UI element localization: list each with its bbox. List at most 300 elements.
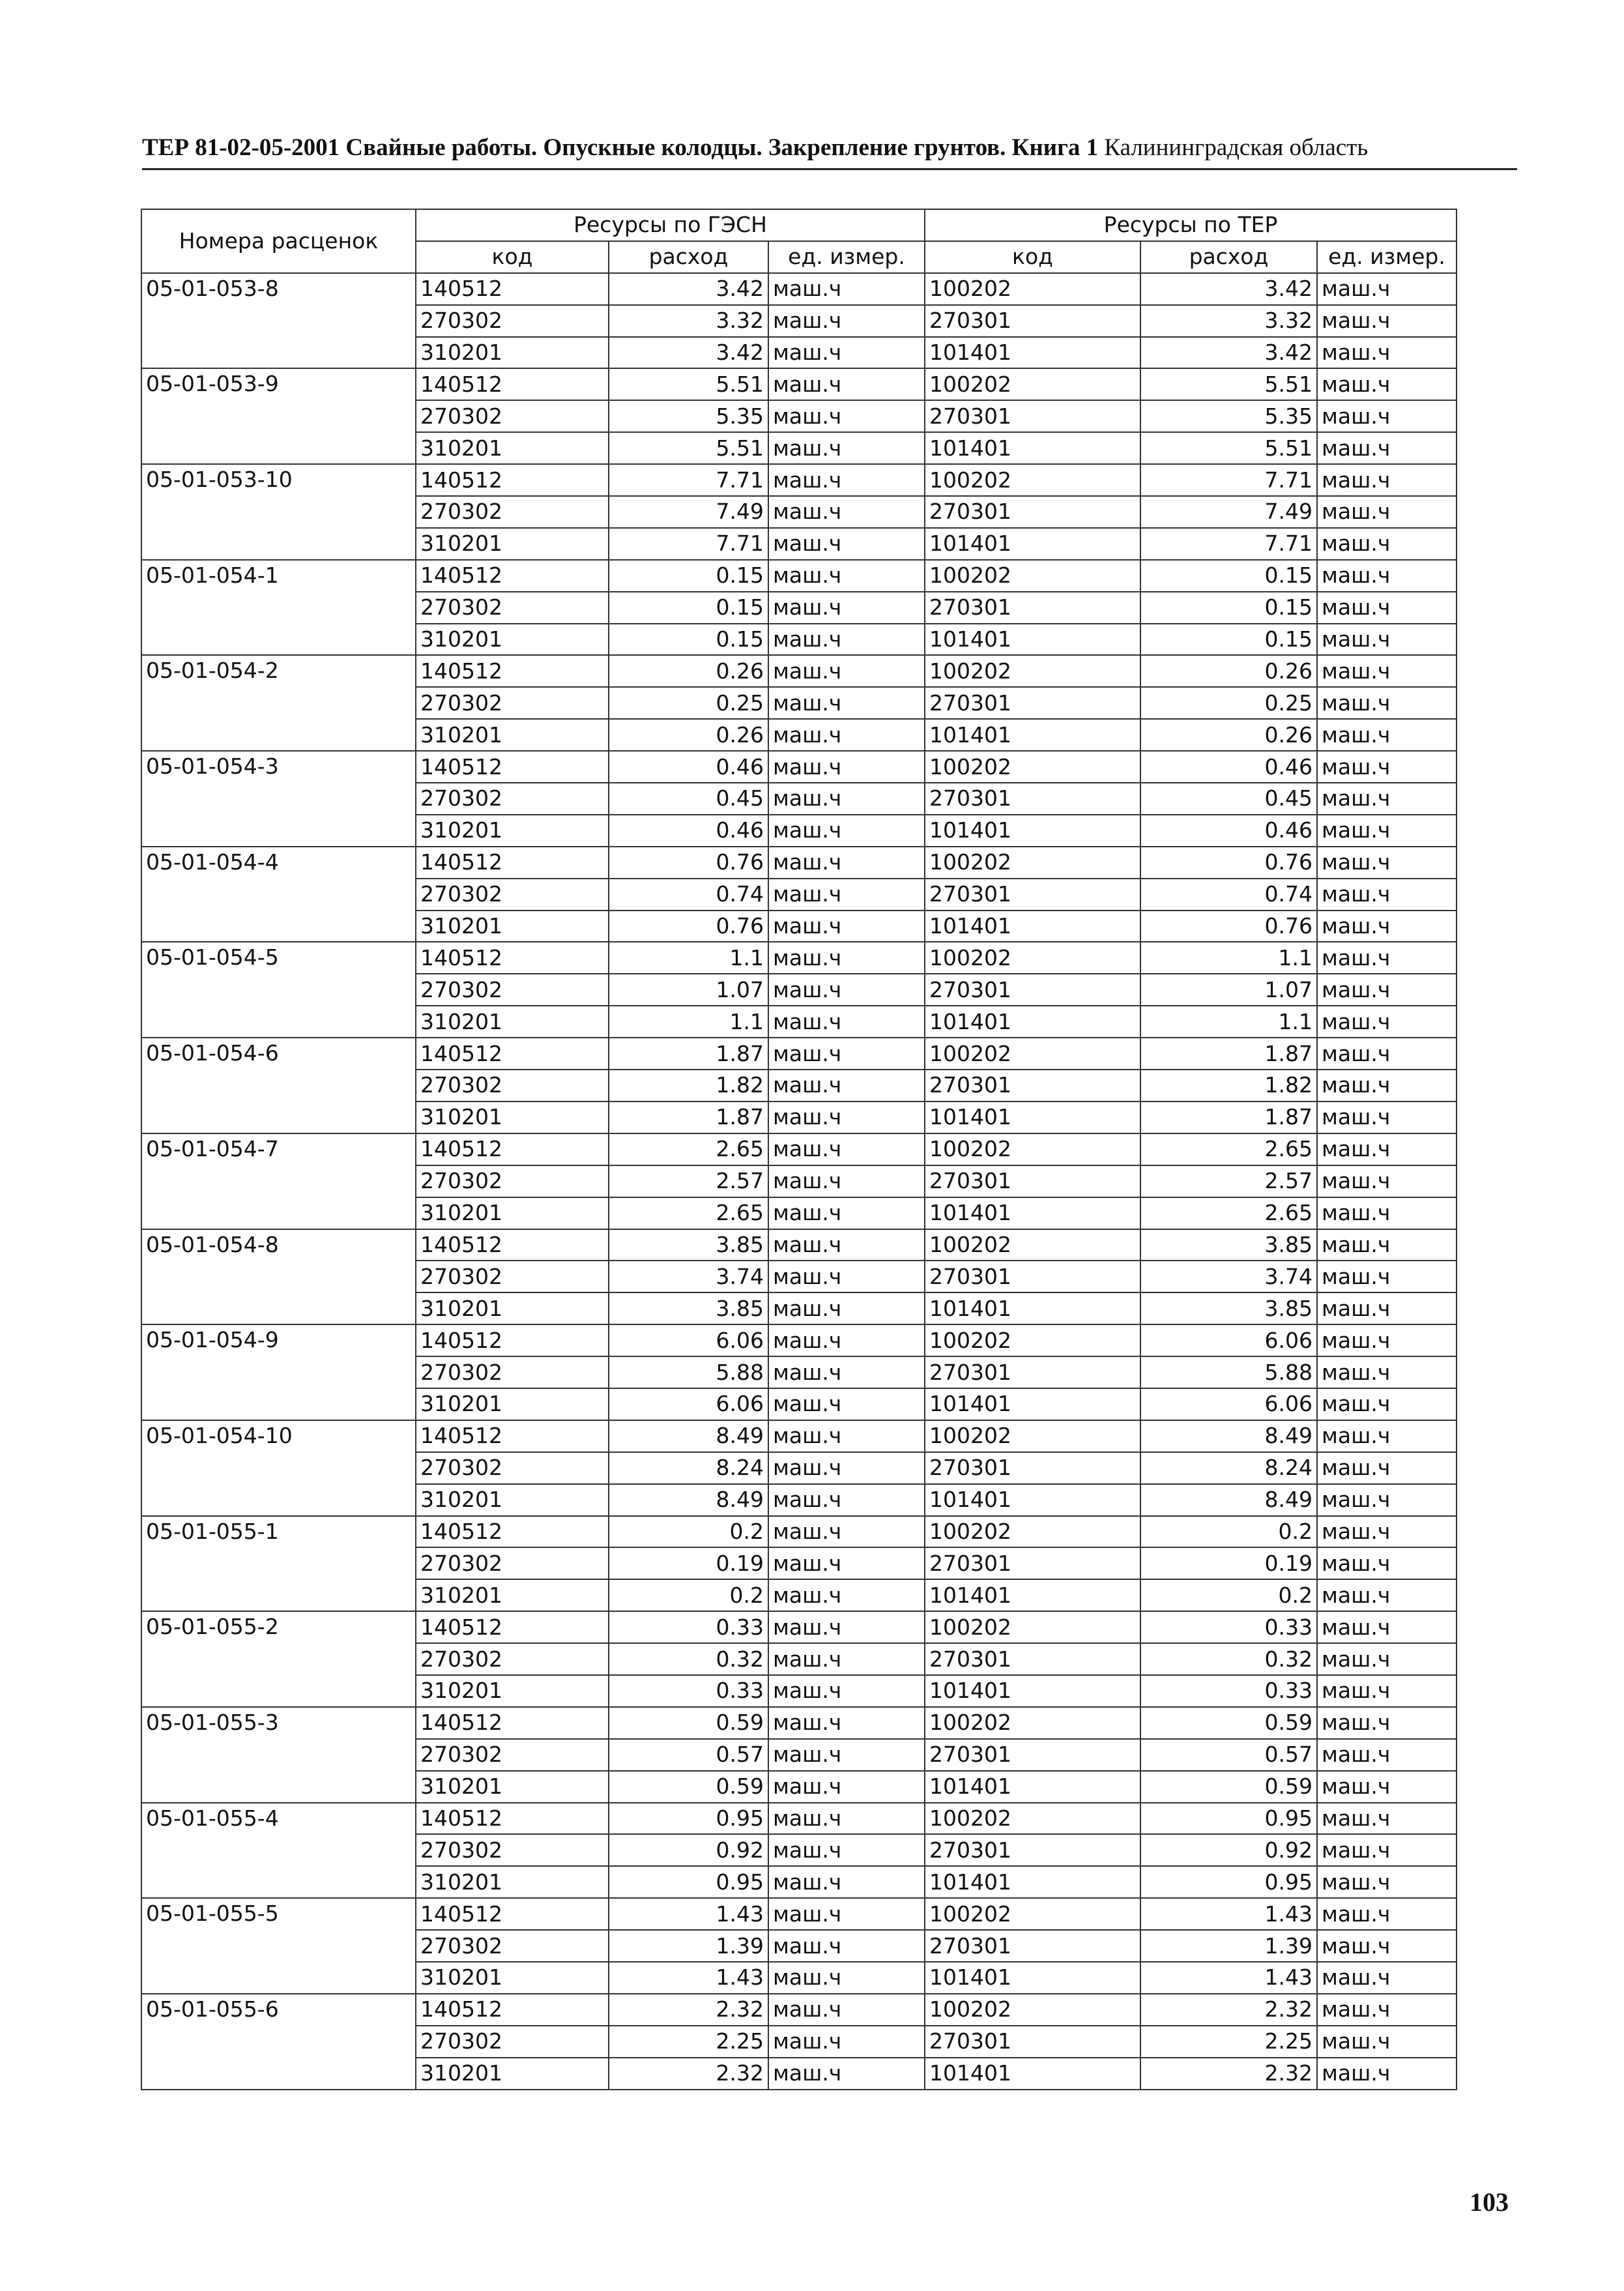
table-row (141, 1611, 1457, 1643)
gesn-unit-cell: маш.ч (768, 1484, 925, 1516)
ter-consumption-cell: 5.51 (1140, 432, 1317, 464)
gesn-consumption-cell: 0.74 (609, 879, 768, 911)
ter-consumption-cell: 0.2 (1140, 1516, 1317, 1548)
gesn-unit-cell: маш.ч (768, 273, 925, 305)
ter-unit-cell: маш.ч (1317, 1994, 1457, 2026)
gesn-unit-cell: маш.ч (768, 1898, 925, 1930)
ter-code-cell: 100202 (925, 464, 1140, 496)
ter-consumption-cell: 1.1 (1140, 942, 1317, 974)
gesn-consumption-cell: 6.06 (609, 1324, 768, 1356)
ter-unit-cell: маш.ч (1317, 1611, 1457, 1643)
header-title: ТЕР 81-02-05-2001 Свайные работы. Опускные колодцы. Закрепление грунтов. Книга 1 (142, 134, 1099, 161)
ter-code-cell: 101401 (925, 911, 1140, 942)
header-ter-code: код (925, 241, 1140, 273)
ter-unit-cell: маш.ч (1317, 1930, 1457, 1962)
gesn-consumption-cell: 7.71 (609, 464, 768, 496)
ter-consumption-cell: 0.59 (1140, 1771, 1317, 1803)
gesn-consumption-cell: 3.85 (609, 1229, 768, 1261)
gesn-code-cell: 270302 (416, 400, 609, 432)
ter-code-cell: 100202 (925, 1516, 1140, 1548)
ter-unit-cell: маш.ч (1317, 1292, 1457, 1324)
gesn-consumption-cell: 0.76 (609, 911, 768, 942)
ter-code-cell: 101401 (925, 337, 1140, 369)
gesn-consumption-cell: 1.43 (609, 1962, 768, 1994)
ter-code-cell: 101401 (925, 1292, 1140, 1324)
gesn-unit-cell: маш.ч (768, 368, 925, 400)
rate-number-cell: 05-01-053-10 (141, 464, 416, 560)
ter-unit-cell: маш.ч (1317, 2026, 1457, 2058)
ter-code-cell: 101401 (925, 1484, 1140, 1516)
gesn-unit-cell: маш.ч (768, 400, 925, 432)
gesn-unit-cell: маш.ч (768, 1102, 925, 1133)
rate-number-cell: 05-01-055-5 (141, 1898, 416, 1994)
ter-code-cell: 100202 (925, 1898, 1140, 1930)
gesn-consumption-cell: 1.39 (609, 1930, 768, 1962)
gesn-unit-cell: маш.ч (768, 1452, 925, 1484)
ter-consumption-cell: 0.95 (1140, 1866, 1317, 1898)
ter-unit-cell: маш.ч (1317, 719, 1457, 751)
rate-number-cell: 05-01-054-10 (141, 1420, 416, 1516)
ter-consumption-cell: 5.88 (1140, 1356, 1317, 1388)
gesn-consumption-cell: 1.82 (609, 1070, 768, 1102)
gesn-consumption-cell: 0.32 (609, 1643, 768, 1675)
gesn-unit-cell: маш.ч (768, 496, 925, 528)
ter-code-cell: 100202 (925, 1994, 1140, 2026)
gesn-code-cell: 270302 (416, 592, 609, 624)
ter-unit-cell: маш.ч (1317, 1739, 1457, 1771)
ter-code-cell: 101401 (925, 528, 1140, 560)
gesn-unit-cell: маш.ч (768, 1547, 925, 1579)
ter-unit-cell: маш.ч (1317, 1133, 1457, 1165)
gesn-consumption-cell: 0.57 (609, 1739, 768, 1771)
gesn-consumption-cell: 5.88 (609, 1356, 768, 1388)
rate-number-cell: 05-01-055-1 (141, 1516, 416, 1612)
ter-code-cell: 101401 (925, 1197, 1140, 1229)
gesn-unit-cell: маш.ч (768, 1197, 925, 1229)
ter-consumption-cell: 6.06 (1140, 1388, 1317, 1420)
gesn-code-cell: 310201 (416, 337, 609, 369)
gesn-consumption-cell: 0.2 (609, 1579, 768, 1611)
gesn-consumption-cell: 0.46 (609, 815, 768, 847)
ter-consumption-cell: 1.1 (1140, 1006, 1317, 1038)
ter-code-cell: 100202 (925, 1611, 1140, 1643)
ter-code-cell: 101401 (925, 2058, 1140, 2090)
rate-number-cell: 05-01-053-9 (141, 368, 416, 464)
ter-unit-cell: маш.ч (1317, 1579, 1457, 1611)
ter-code-cell: 270301 (925, 592, 1140, 624)
gesn-code-cell: 140512 (416, 1324, 609, 1356)
gesn-consumption-cell: 0.45 (609, 783, 768, 815)
gesn-consumption-cell: 0.92 (609, 1834, 768, 1866)
table-row (141, 273, 1457, 305)
ter-unit-cell: маш.ч (1317, 687, 1457, 719)
ter-unit-cell: маш.ч (1317, 305, 1457, 337)
gesn-unit-cell: маш.ч (768, 1707, 925, 1739)
ter-unit-cell: маш.ч (1317, 1261, 1457, 1292)
table-row (141, 1420, 1457, 1452)
gesn-consumption-cell: 7.71 (609, 528, 768, 560)
table-row (141, 1516, 1457, 1548)
gesn-unit-cell: маш.ч (768, 1006, 925, 1038)
ter-code-cell: 101401 (925, 815, 1140, 847)
ter-unit-cell: маш.ч (1317, 1484, 1457, 1516)
ter-code-cell: 100202 (925, 273, 1140, 305)
ter-consumption-cell: 3.42 (1140, 273, 1317, 305)
table-row (141, 1898, 1457, 1930)
ter-consumption-cell: 5.51 (1140, 368, 1317, 400)
gesn-unit-cell: маш.ч (768, 1420, 925, 1452)
gesn-code-cell: 310201 (416, 1006, 609, 1038)
ter-consumption-cell: 0.76 (1140, 911, 1317, 942)
ter-code-cell: 101401 (925, 1866, 1140, 1898)
header-rate-numbers: Номера расценок (141, 209, 416, 273)
gesn-unit-cell: маш.ч (768, 1516, 925, 1548)
ter-unit-cell: маш.ч (1317, 1356, 1457, 1388)
ter-unit-cell: маш.ч (1317, 1102, 1457, 1133)
ter-unit-cell: маш.ч (1317, 815, 1457, 847)
ter-code-cell: 100202 (925, 655, 1140, 687)
ter-consumption-cell: 8.49 (1140, 1484, 1317, 1516)
header-ter-consumption: расход (1140, 241, 1317, 273)
gesn-code-cell: 310201 (416, 1388, 609, 1420)
ter-code-cell: 100202 (925, 1803, 1140, 1835)
ter-consumption-cell: 8.24 (1140, 1452, 1317, 1484)
ter-code-cell: 100202 (925, 847, 1140, 879)
gesn-code-cell: 140512 (416, 942, 609, 974)
gesn-code-cell: 270302 (416, 974, 609, 1006)
ter-code-cell: 270301 (925, 1834, 1140, 1866)
ter-unit-cell: маш.ч (1317, 847, 1457, 879)
ter-code-cell: 101401 (925, 1388, 1140, 1420)
gesn-code-cell: 140512 (416, 273, 609, 305)
gesn-consumption-cell: 1.1 (609, 942, 768, 974)
ter-unit-cell: маш.ч (1317, 1388, 1457, 1420)
resources-table (141, 209, 1457, 2090)
gesn-consumption-cell: 2.57 (609, 1165, 768, 1197)
rate-number-cell: 05-01-055-4 (141, 1803, 416, 1899)
gesn-code-cell: 310201 (416, 1102, 609, 1133)
ter-consumption-cell: 3.32 (1140, 305, 1317, 337)
ter-consumption-cell: 1.43 (1140, 1898, 1317, 1930)
gesn-unit-cell: маш.ч (768, 1133, 925, 1165)
ter-consumption-cell: 0.46 (1140, 751, 1317, 783)
page-number: 103 (1470, 2187, 1509, 2217)
gesn-consumption-cell: 0.46 (609, 751, 768, 783)
ter-consumption-cell: 7.71 (1140, 464, 1317, 496)
gesn-consumption-cell: 7.49 (609, 496, 768, 528)
gesn-consumption-cell: 0.59 (609, 1707, 768, 1739)
gesn-unit-cell: маш.ч (768, 2058, 925, 2090)
rate-number-cell: 05-01-055-3 (141, 1707, 416, 1803)
gesn-unit-cell: маш.ч (768, 1962, 925, 1994)
gesn-code-cell: 270302 (416, 1547, 609, 1579)
ter-code-cell: 270301 (925, 1070, 1140, 1102)
gesn-unit-cell: маш.ч (768, 847, 925, 879)
gesn-code-cell: 270302 (416, 1261, 609, 1292)
ter-unit-cell: маш.ч (1317, 1962, 1457, 1994)
gesn-unit-cell: маш.ч (768, 1611, 925, 1643)
header-row-top (141, 209, 1457, 241)
ter-unit-cell: маш.ч (1317, 1229, 1457, 1261)
gesn-consumption-cell: 1.07 (609, 974, 768, 1006)
gesn-unit-cell: маш.ч (768, 911, 925, 942)
gesn-unit-cell: маш.ч (768, 687, 925, 719)
gesn-code-cell: 270302 (416, 2026, 609, 2058)
ter-consumption-cell: 3.74 (1140, 1261, 1317, 1292)
header-ter-resources: Ресурсы по ТЕР (925, 209, 1457, 241)
gesn-code-cell: 310201 (416, 1675, 609, 1707)
table-row (141, 942, 1457, 974)
gesn-unit-cell: маш.ч (768, 1388, 925, 1420)
ter-unit-cell: маш.ч (1317, 273, 1457, 305)
ter-consumption-cell: 0.15 (1140, 560, 1317, 592)
ter-consumption-cell: 0.33 (1140, 1675, 1317, 1707)
gesn-unit-cell: маш.ч (768, 592, 925, 624)
rate-number-cell: 05-01-054-5 (141, 942, 416, 1038)
ter-consumption-cell: 1.43 (1140, 1962, 1317, 1994)
ter-unit-cell: маш.ч (1317, 560, 1457, 592)
table-row (141, 560, 1457, 592)
ter-consumption-cell: 0.95 (1140, 1803, 1317, 1835)
ter-code-cell: 270301 (925, 400, 1140, 432)
gesn-unit-cell: маш.ч (768, 528, 925, 560)
gesn-unit-cell: маш.ч (768, 464, 925, 496)
table-row (141, 655, 1457, 687)
gesn-code-cell: 270302 (416, 879, 609, 911)
gesn-code-cell: 270302 (416, 687, 609, 719)
gesn-code-cell: 270302 (416, 1643, 609, 1675)
table-header (141, 209, 1457, 273)
ter-consumption-cell: 5.35 (1140, 400, 1317, 432)
header-gesn-unit: ед. измер. (768, 241, 925, 273)
gesn-consumption-cell: 5.51 (609, 368, 768, 400)
gesn-code-cell: 140512 (416, 847, 609, 879)
gesn-consumption-cell: 0.15 (609, 592, 768, 624)
gesn-unit-cell: маш.ч (768, 1261, 925, 1292)
ter-consumption-cell: 0.57 (1140, 1739, 1317, 1771)
gesn-unit-cell: маш.ч (768, 624, 925, 656)
ter-consumption-cell: 2.65 (1140, 1197, 1317, 1229)
ter-unit-cell: маш.ч (1317, 432, 1457, 464)
ter-code-cell: 270301 (925, 1547, 1140, 1579)
gesn-code-cell: 270302 (416, 1165, 609, 1197)
table-row (141, 368, 1457, 400)
gesn-unit-cell: маш.ч (768, 432, 925, 464)
ter-consumption-cell: 1.82 (1140, 1070, 1317, 1102)
gesn-consumption-cell: 0.26 (609, 655, 768, 687)
rate-number-cell: 05-01-054-7 (141, 1133, 416, 1229)
ter-consumption-cell: 3.42 (1140, 337, 1317, 369)
ter-unit-cell: маш.ч (1317, 655, 1457, 687)
ter-unit-cell: маш.ч (1317, 368, 1457, 400)
ter-consumption-cell: 0.45 (1140, 783, 1317, 815)
gesn-unit-cell: маш.ч (768, 719, 925, 751)
gesn-code-cell: 270302 (416, 1834, 609, 1866)
ter-code-cell: 270301 (925, 687, 1140, 719)
gesn-unit-cell: маш.ч (768, 305, 925, 337)
ter-unit-cell: маш.ч (1317, 1803, 1457, 1835)
ter-consumption-cell: 0.15 (1140, 592, 1317, 624)
gesn-code-cell: 310201 (416, 1484, 609, 1516)
ter-unit-cell: маш.ч (1317, 2058, 1457, 2090)
gesn-unit-cell: маш.ч (768, 1675, 925, 1707)
gesn-consumption-cell: 5.35 (609, 400, 768, 432)
ter-code-cell: 101401 (925, 432, 1140, 464)
gesn-code-cell: 140512 (416, 464, 609, 496)
ter-code-cell: 100202 (925, 751, 1140, 783)
ter-code-cell: 270301 (925, 1930, 1140, 1962)
ter-consumption-cell: 0.25 (1140, 687, 1317, 719)
ter-unit-cell: маш.ч (1317, 879, 1457, 911)
rate-number-cell: 05-01-055-2 (141, 1611, 416, 1707)
ter-unit-cell: маш.ч (1317, 337, 1457, 369)
gesn-unit-cell: маш.ч (768, 1771, 925, 1803)
ter-consumption-cell: 2.65 (1140, 1133, 1317, 1165)
gesn-code-cell: 140512 (416, 368, 609, 400)
ter-unit-cell: маш.ч (1317, 974, 1457, 1006)
ter-consumption-cell: 2.32 (1140, 1994, 1317, 2026)
ter-code-cell: 101401 (925, 1102, 1140, 1133)
gesn-consumption-cell: 3.74 (609, 1261, 768, 1292)
gesn-consumption-cell: 8.49 (609, 1484, 768, 1516)
ter-consumption-cell: 0.92 (1140, 1834, 1317, 1866)
gesn-consumption-cell: 6.06 (609, 1388, 768, 1420)
ter-consumption-cell: 0.59 (1140, 1707, 1317, 1739)
gesn-unit-cell: маш.ч (768, 1324, 925, 1356)
gesn-consumption-cell: 0.19 (609, 1547, 768, 1579)
rate-number-cell: 05-01-054-9 (141, 1324, 416, 1420)
ter-unit-cell: маш.ч (1317, 1547, 1457, 1579)
gesn-consumption-cell: 3.32 (609, 305, 768, 337)
ter-code-cell: 270301 (925, 496, 1140, 528)
gesn-unit-cell: маш.ч (768, 942, 925, 974)
ter-unit-cell: маш.ч (1317, 1516, 1457, 1548)
gesn-consumption-cell: 0.95 (609, 1803, 768, 1835)
table-row (141, 464, 1457, 496)
table-row (141, 1707, 1457, 1739)
table-row (141, 1038, 1457, 1070)
document-header (142, 128, 1517, 170)
gesn-code-cell: 310201 (416, 719, 609, 751)
header-gesn-code: код (416, 241, 609, 273)
table-row (141, 1133, 1457, 1165)
gesn-consumption-cell: 0.95 (609, 1866, 768, 1898)
ter-consumption-cell: 0.32 (1140, 1643, 1317, 1675)
gesn-code-cell: 310201 (416, 1292, 609, 1324)
gesn-unit-cell: маш.ч (768, 1834, 925, 1866)
header-gesn-resources: Ресурсы по ГЭСН (416, 209, 925, 241)
gesn-consumption-cell: 2.65 (609, 1133, 768, 1165)
gesn-consumption-cell: 0.33 (609, 1675, 768, 1707)
gesn-code-cell: 140512 (416, 1229, 609, 1261)
ter-unit-cell: маш.ч (1317, 1643, 1457, 1675)
gesn-code-cell: 140512 (416, 1707, 609, 1739)
ter-unit-cell: маш.ч (1317, 911, 1457, 942)
ter-consumption-cell: 0.46 (1140, 815, 1317, 847)
gesn-consumption-cell: 8.24 (609, 1452, 768, 1484)
gesn-code-cell: 140512 (416, 1133, 609, 1165)
ter-consumption-cell: 0.26 (1140, 719, 1317, 751)
gesn-unit-cell: маш.ч (768, 655, 925, 687)
ter-unit-cell: маш.ч (1317, 1707, 1457, 1739)
gesn-code-cell: 310201 (416, 624, 609, 656)
ter-code-cell: 100202 (925, 942, 1140, 974)
gesn-code-cell: 140512 (416, 751, 609, 783)
ter-unit-cell: маш.ч (1317, 1197, 1457, 1229)
gesn-code-cell: 270302 (416, 1930, 609, 1962)
ter-unit-cell: маш.ч (1317, 1834, 1457, 1866)
ter-consumption-cell: 0.76 (1140, 847, 1317, 879)
ter-unit-cell: маш.ч (1317, 942, 1457, 974)
ter-consumption-cell: 0.15 (1140, 624, 1317, 656)
ter-consumption-cell: 7.49 (1140, 496, 1317, 528)
ter-unit-cell: маш.ч (1317, 1898, 1457, 1930)
ter-code-cell: 101401 (925, 1579, 1140, 1611)
table-row (141, 1803, 1457, 1835)
ter-unit-cell: маш.ч (1317, 1452, 1457, 1484)
gesn-unit-cell: маш.ч (768, 1994, 925, 2026)
gesn-unit-cell: маш.ч (768, 974, 925, 1006)
table-row (141, 847, 1457, 879)
ter-consumption-cell: 8.49 (1140, 1420, 1317, 1452)
gesn-consumption-cell: 2.65 (609, 1197, 768, 1229)
gesn-unit-cell: маш.ч (768, 1070, 925, 1102)
gesn-code-cell: 270302 (416, 1452, 609, 1484)
ter-unit-cell: маш.ч (1317, 1866, 1457, 1898)
ter-unit-cell: маш.ч (1317, 751, 1457, 783)
ter-code-cell: 101401 (925, 1006, 1140, 1038)
ter-unit-cell: маш.ч (1317, 1038, 1457, 1070)
ter-code-cell: 270301 (925, 305, 1140, 337)
ter-code-cell: 270301 (925, 1261, 1140, 1292)
gesn-unit-cell: маш.ч (768, 1866, 925, 1898)
gesn-consumption-cell: 0.15 (609, 560, 768, 592)
gesn-unit-cell: маш.ч (768, 1038, 925, 1070)
gesn-consumption-cell: 0.2 (609, 1516, 768, 1548)
rate-number-cell: 05-01-054-6 (141, 1038, 416, 1133)
ter-unit-cell: маш.ч (1317, 1675, 1457, 1707)
gesn-consumption-cell: 0.26 (609, 719, 768, 751)
ter-consumption-cell: 2.32 (1140, 2058, 1317, 2090)
rate-number-cell: 05-01-055-6 (141, 1994, 416, 2090)
gesn-unit-cell: маш.ч (768, 1356, 925, 1388)
gesn-code-cell: 270302 (416, 783, 609, 815)
gesn-consumption-cell: 1.87 (609, 1038, 768, 1070)
ter-unit-cell: маш.ч (1317, 1165, 1457, 1197)
gesn-code-cell: 310201 (416, 1771, 609, 1803)
gesn-code-cell: 140512 (416, 655, 609, 687)
gesn-unit-cell: маш.ч (768, 783, 925, 815)
ter-consumption-cell: 0.19 (1140, 1547, 1317, 1579)
gesn-consumption-cell: 1.87 (609, 1102, 768, 1133)
rate-number-cell: 05-01-054-3 (141, 751, 416, 847)
ter-code-cell: 100202 (925, 1420, 1140, 1452)
gesn-consumption-cell: 1.1 (609, 1006, 768, 1038)
ter-consumption-cell: 1.87 (1140, 1102, 1317, 1133)
header-region: Калининградская область (1104, 134, 1369, 161)
gesn-code-cell: 310201 (416, 1197, 609, 1229)
ter-unit-cell: маш.ч (1317, 1420, 1457, 1452)
gesn-unit-cell: маш.ч (768, 560, 925, 592)
rate-number-cell: 05-01-054-1 (141, 560, 416, 656)
ter-unit-cell: маш.ч (1317, 1070, 1457, 1102)
ter-consumption-cell: 0.26 (1140, 655, 1317, 687)
ter-code-cell: 270301 (925, 974, 1140, 1006)
ter-consumption-cell: 0.33 (1140, 1611, 1317, 1643)
gesn-code-cell: 270302 (416, 1070, 609, 1102)
ter-consumption-cell: 1.07 (1140, 974, 1317, 1006)
ter-unit-cell: маш.ч (1317, 1006, 1457, 1038)
